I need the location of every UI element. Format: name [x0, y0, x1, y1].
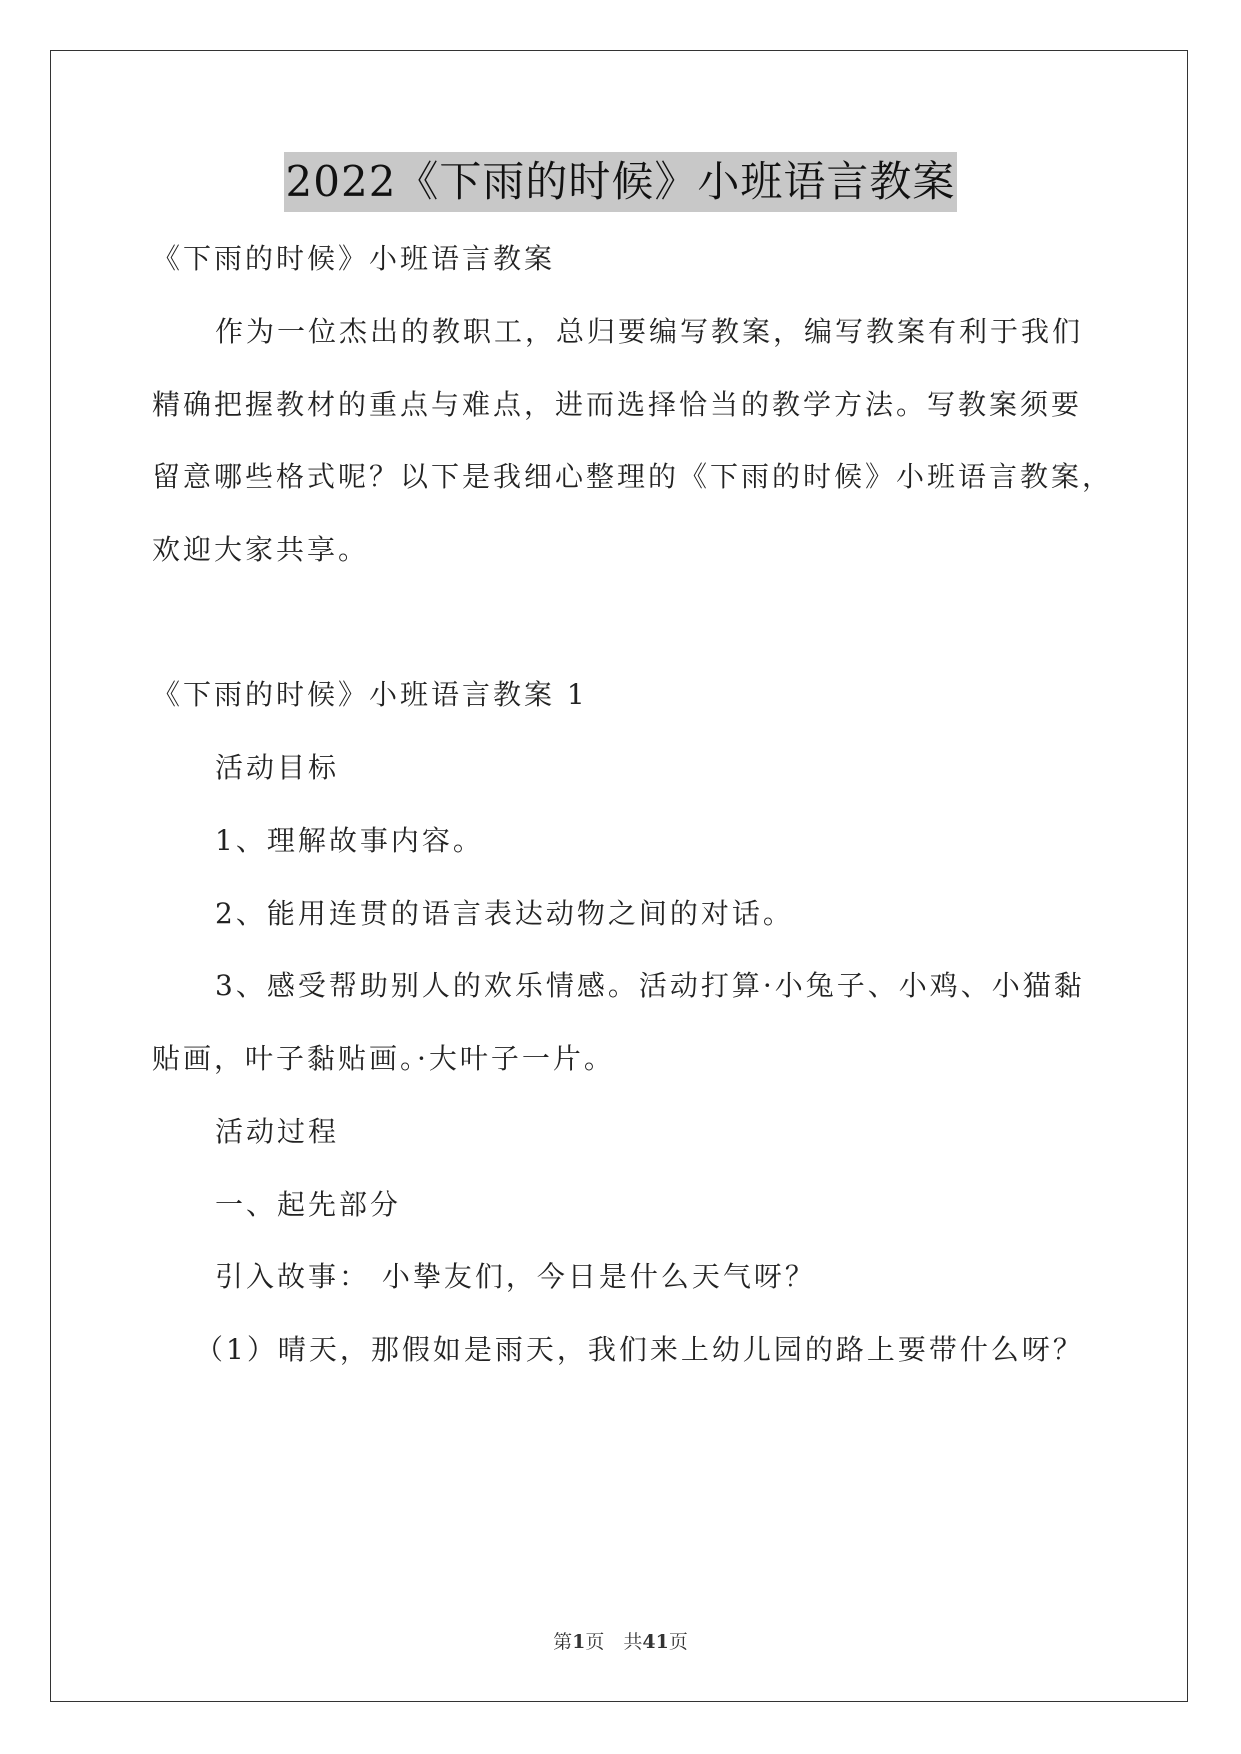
intro-line-4: 欢迎大家共享。 [152, 533, 370, 566]
footer-middle: 页 共 [585, 1631, 643, 1653]
goal-item-1: 1、理解故事内容。 [215, 824, 484, 857]
intro-line-3: 留意哪些格式呢？以下是我细心整理的《下雨的时候》小班语言教案， [152, 460, 1114, 493]
process-heading: 活动过程 [215, 1115, 340, 1148]
page-footer [0, 1630, 1241, 1654]
goal-heading: 活动目标 [215, 751, 340, 784]
footer-prefix: 第 [553, 1631, 573, 1653]
goal-item-2: 2、能用连贯的语言表达动物之间的对话。 [215, 897, 794, 930]
footer-page-number: 1 [572, 1631, 586, 1653]
subtitle: 《下雨的时候》小班语言教案 [152, 242, 556, 275]
goal-item-3-line-1: 3、感受帮助别人的欢乐情感。活动打算·小兔子、小鸡、小猫黏 [215, 969, 1085, 1002]
part-one-heading: 一、起先部分 [215, 1188, 402, 1221]
question-1: （1）晴天，那假如是雨天，我们来上幼儿园的路上要带什么呀？ [195, 1333, 1084, 1366]
document-title: 2022《下雨的时候》小班语言教案 [284, 152, 958, 212]
footer-total-pages: 41 [642, 1631, 669, 1653]
intro-line-2: 精确把握教材的重点与难点，进而选择恰当的教学方法。写教案须要 [152, 388, 1083, 421]
intro-line-1: 作为一位杰出的教职工，总归要编写教案，编写教案有利于我们 [215, 315, 1084, 348]
intro-story: 引入故事： 小挚友们，今日是什么天气呀？ [215, 1260, 816, 1293]
footer-suffix: 页 [668, 1631, 688, 1653]
section-heading: 《下雨的时候》小班语言教案 1 [152, 678, 588, 711]
goal-item-3-line-2: 贴画，叶子黏贴画。·大叶子一片。 [152, 1042, 615, 1075]
title-container [0, 152, 1241, 212]
